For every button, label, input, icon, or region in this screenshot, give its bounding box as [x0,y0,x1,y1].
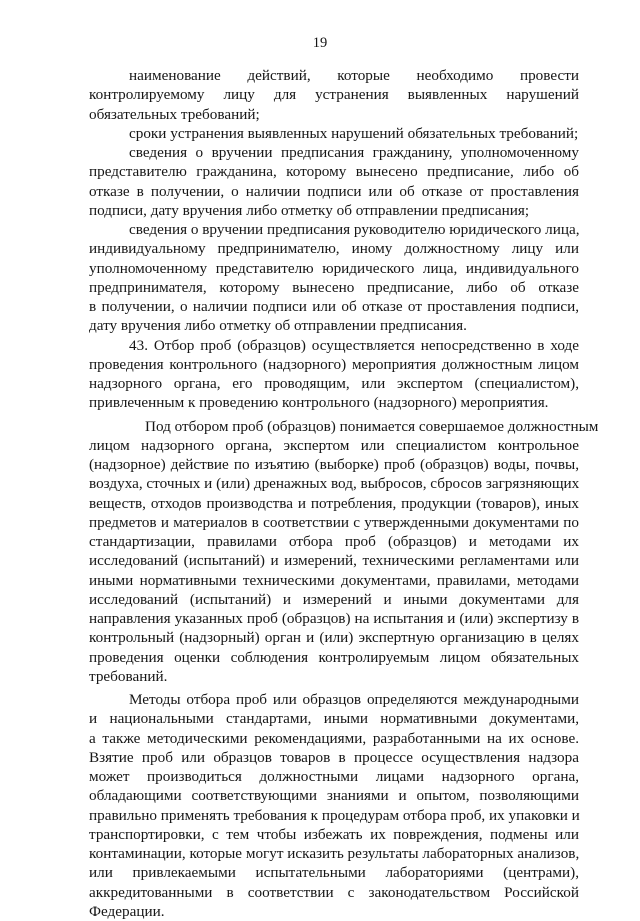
text-line: обязательных требований; [89,105,260,123]
text-line: транспортировки, с тем чтобы избежать их повреждения, подмены или [89,825,579,843]
text-line: проведения оценки соблюдения контролируемым лицом обязательных [89,648,579,666]
text-line: представителю гражданина, которому вынесено предписание, либо об [89,163,579,181]
text-line: лицом надзорного органа, экспертом или специалистом контрольное [89,436,579,454]
text-line: предметов и материалов в соответствии с утвержденными документами по [89,513,579,531]
text-line: 43. Отбор проб (образцов) осуществляется непосредственно в ходе [129,336,579,354]
text-line: сведения о вручении предписания руководителю юридического лица, [129,221,580,238]
text-line: направления указанных проб (образцов) на испытания и (или) экспертизу в [89,610,579,627]
text-line: веществ, отходов производства и потребления, продукции (товаров), иных [89,494,579,512]
page-number: 19 [312,35,328,51]
text-line: контролируемому лицу для устранения выявленных нарушений [89,86,579,104]
text-line: а также методическими рекомендациями, разработанными на их основе. [89,729,579,747]
text-line: и национальными стандартами, иными нормативными документами, [89,710,579,728]
text-line: в получении, о наличии подписи или об отказе от проставления подписи, [89,298,579,315]
text-line: предпринимателя, которому вынесено предписание, либо об отказе [89,278,579,296]
text-line: стандартизации, правилами отбора проб (образцов) и методами их [89,533,579,550]
text-line: правильно применять требования к процедурам отбора проб, их упаковки и [89,806,580,824]
text-line: сведения о вручении предписания гражданину, уполномоченному [129,144,579,161]
text-line: наименование действий, которые необходимо провести [129,67,579,84]
text-line: Взятие проб или образцов товаров в процессе осуществления надзора [89,748,579,766]
text-line: сроки устранения выявленных нарушений обязательных требований; [129,124,579,142]
text-line: контаминации, которые могут исказить результаты лабораторных анализов, [89,845,580,862]
text-line: или привлекаемыми испытательными лабораториями (центрами), [89,864,579,882]
text-line: (надзорное) действие по изъятию (выборке) проб (образцов) воды, почвы, [89,456,579,473]
text-line: дату вручения либо отметку об отправлении предписания. [89,317,467,335]
text-line: отказе в получении, о наличии подписи или об отказе от проставления [89,182,579,200]
text-line: исследований (испытаний) и измерений, техническими регламентами или [89,552,579,570]
text-line: подписи, дату вручения либо отметку об отправлении предписания; [89,201,530,219]
text-line: может производиться должностными лицами надзорного органа, [89,768,579,785]
text-line: иными нормативными техническими документами, правилами, методами [89,571,579,589]
text-line: Методы отбора проб или образцов определяются международными [129,691,579,708]
text-line: требований. [89,667,168,685]
text-line: привлеченным к проведению контрольного (надзорного) мероприятия. [89,394,549,412]
text-line: обладающими соответствующими знаниями и опытом, позволяющими [89,787,579,805]
text-line: контрольный (надзорный) орган и (или) экспертную организацию в целях [89,629,579,647]
text-line: уполномоченному представителю юридического лица, индивидуального [89,259,579,277]
text-line: Под отбором проб (образцов) понимается совершаемое должностным [145,417,599,435]
text-line: воздуха, сточных и (или) дренажных вод, выбросов, сбросов загрязняющих [89,475,580,493]
text-line: индивидуальному предпринимателю, иному должностному лицу или [89,240,579,258]
text-line: проведения контрольного (надзорного) мероприятия должностным лицом [89,355,579,373]
text-line: Федерации. [89,902,165,920]
document-body [89,66,599,921]
text-line: аккредитованными в соответствии с законодательством Российской [89,883,579,901]
text-line: исследований (испытаний) и измерений и иными документами для [89,590,579,608]
text-line: надзорного органа, его проводящим, или экспертом (специалистом), [89,375,579,392]
